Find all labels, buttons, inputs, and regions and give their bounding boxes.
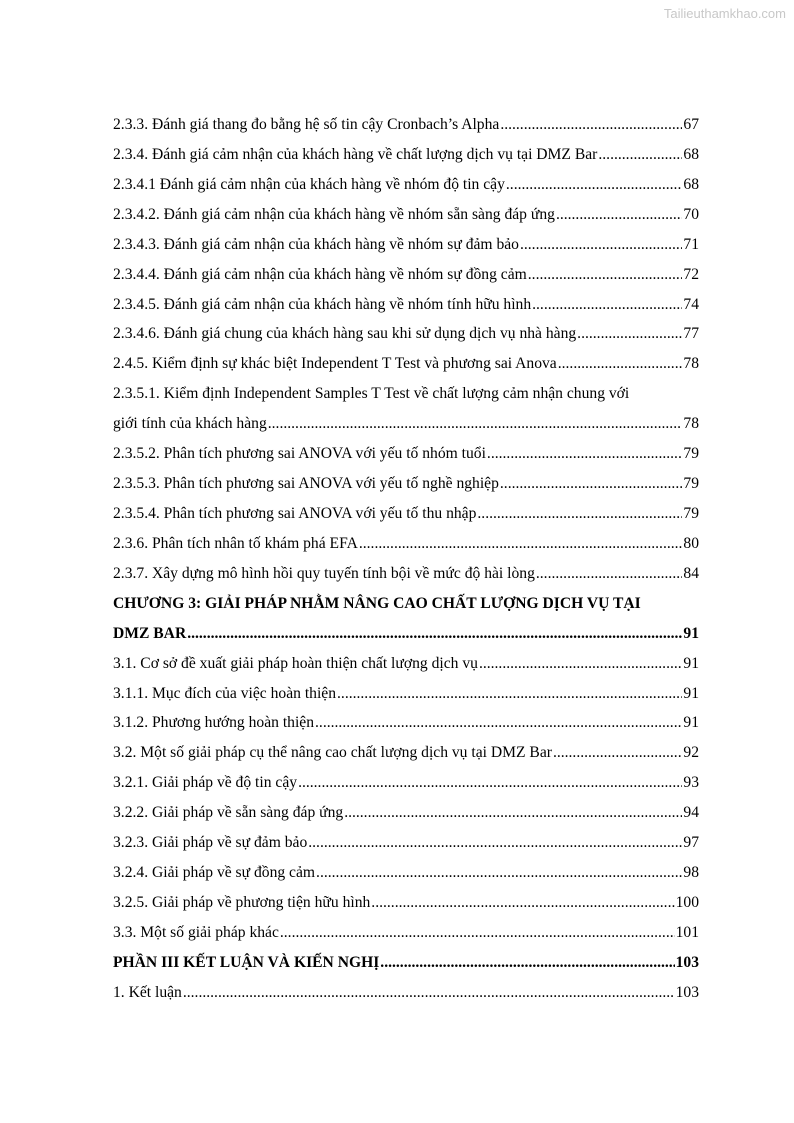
toc-entry-title: 2.3.5.2. Phân tích phương sai ANOVA với yếu tố nhóm tuổi [113,445,486,463]
toc-entry-title: DMZ BAR [113,624,187,642]
toc-page-number: 100 [675,893,699,911]
toc-entry-title: 3.1.2. Phương hướng hoàn thiện [113,714,315,732]
dot-leader [371,888,674,918]
toc-page-number: 67 [683,116,699,133]
toc-entry-title: 1. Kết luận [113,983,182,1001]
toc-page-number: 77 [683,325,699,343]
toc-entry-title: 2.3.4.3. Đánh giá cảm nhận của khách hàng về nhóm sự đảm bảo [113,235,519,253]
dot-leader [577,319,682,349]
toc-page-number: 103 [675,953,699,971]
toc-page-number: 91 [683,624,699,642]
toc-page-number: 79 [683,445,699,463]
dot-leader [500,469,683,499]
toc-entry[interactable] [113,230,699,260]
toc-page-number: 74 [683,295,699,313]
toc-entry[interactable] [113,559,699,589]
toc-page-number: 68 [683,175,699,193]
toc-entry[interactable] [113,828,699,858]
toc-entry[interactable] [113,888,699,918]
toc-entry[interactable] [113,858,699,888]
toc-entry-title: 3.2.3. Giải pháp về sự đảm bảo [113,834,308,852]
dot-leader [520,230,682,260]
dot-leader [380,948,674,978]
toc-page-number: 97 [683,834,699,852]
dot-leader [479,649,682,679]
dot-leader [477,499,682,529]
dot-leader [532,290,682,320]
toc-entry-title: 2.3.5.3. Phân tích phương sai ANOVA với yếu tố nghề nghiệp [113,475,499,493]
toc-page-number: 98 [683,864,699,882]
toc-page-number: 91 [683,684,699,702]
dot-leader [344,798,682,828]
table-of-contents [113,110,699,1008]
toc-entry[interactable] [113,200,699,230]
toc-entry-title: 2.3.4.5. Đánh giá cảm nhận của khách hàng về nhóm tính hữu hình [113,295,532,313]
toc-page-number: 78 [683,355,699,373]
toc-entry[interactable] [113,140,699,170]
toc-entry[interactable] [113,619,699,649]
toc-entry[interactable] [113,290,699,320]
toc-entry[interactable] [113,529,699,559]
toc-page-number: 78 [683,415,699,433]
toc-entry-title: 3.2.1. Giải pháp về độ tin cậy [113,774,298,792]
dot-leader [187,619,682,649]
toc-entry-title: 2.3.4.6. Đánh giá chung của khách hàng sau khi sử dụng dịch vụ nhà hàng [113,325,577,343]
dot-leader [308,828,682,858]
dot-leader [553,738,682,768]
watermark: Tailieuthamkhao.com [663,6,786,21]
toc-page-number: 68 [683,145,699,163]
toc-entry[interactable] [113,349,699,379]
toc-entry-title: 3.3. Một số giải pháp khác [113,923,279,941]
dot-leader [556,200,682,230]
dot-leader [506,170,683,200]
toc-entry-title: 2.3.7. Xây dựng mô hình hồi quy tuyến tính bội về mức độ hài lòng [113,564,535,582]
toc-entry[interactable] [113,708,699,738]
dot-leader [183,978,675,1008]
toc-entry[interactable] [113,469,699,499]
dot-leader [315,708,682,738]
toc-entry[interactable] [113,738,699,768]
toc-entry-title: giới tính của khách hàng [113,415,267,433]
dot-leader [598,140,682,170]
toc-entry[interactable] [113,948,699,978]
toc-entry[interactable] [113,978,699,1008]
toc-entry-first-line[interactable]: CHƯƠNG 3: GIẢI PHÁP NHẰM NÂNG CAO CHẤT LƯỢNG DỊCH VỤ TẠI [113,594,641,612]
dot-leader [359,529,683,559]
toc-entry[interactable] [113,679,699,709]
toc-entry-title: 3.2.5. Giải pháp về phương tiện hữu hình [113,893,371,911]
toc-entry-title: 2.3.6. Phân tích nhân tố khám phá EFA [113,534,358,552]
toc-entry[interactable] [113,110,699,140]
toc-entry-title: 2.3.4.4. Đánh giá cảm nhận của khách hàng về nhóm sự đồng cảm [113,265,527,283]
toc-page-number: 91 [683,714,699,732]
dot-leader [536,559,683,589]
dot-leader [280,918,675,948]
toc-entry[interactable] [113,439,699,469]
toc-page-number: 93 [683,774,699,792]
toc-page-number: 72 [683,265,699,283]
toc-page-number: 103 [675,983,699,1001]
toc-page-number: 79 [683,475,699,493]
toc-page-number: 84 [683,564,699,582]
dot-leader [316,858,682,888]
toc-page-number: 101 [675,923,699,941]
dot-leader [500,110,682,140]
toc-entry-title: PHẦN III KẾT LUẬN VÀ KIẾN NGHỊ [113,953,380,971]
toc-entry-title: 3.1. Cơ sở đề xuất giải pháp hoàn thiện chất lượng dịch vụ [113,654,478,672]
dot-leader [268,409,683,439]
toc-entry-title: 2.3.4.1 Đánh giá cảm nhận của khách hàng về nhóm độ tin cậy [113,175,505,193]
toc-entry-title: 2.3.5.4. Phân tích phương sai ANOVA với yếu tố thu nhập [113,504,477,522]
toc-page-number: 92 [683,744,699,762]
toc-entry[interactable] [113,768,699,798]
toc-entry[interactable] [113,409,699,439]
toc-page-number: 71 [683,235,699,253]
toc-entry[interactable] [113,499,699,529]
toc-entry-title: 3.1.1. Mục đích của việc hoàn thiện [113,684,337,702]
toc-entry[interactable] [113,319,699,349]
toc-entry-title: 2.4.5. Kiểm định sự khác biệt Independent T Test và phương sai Anova [113,355,557,373]
toc-entry[interactable] [113,798,699,828]
toc-page-number: 94 [683,804,699,822]
toc-entry-title: 3.2.4. Giải pháp về sự đồng cảm [113,864,316,882]
toc-entry-title: 2.3.3. Đánh giá thang đo bằng hệ số tin cậy Cronbach’s Alpha [113,116,500,133]
toc-page-number: 91 [683,654,699,672]
dot-leader [528,260,683,290]
dot-leader [298,768,682,798]
toc-entry[interactable] [113,170,699,200]
toc-entry[interactable] [113,649,699,679]
toc-page-number: 80 [683,534,699,552]
toc-entry[interactable] [113,918,699,948]
toc-entry-title: 2.3.4.2. Đánh giá cảm nhận của khách hàng về nhóm sẵn sàng đáp ứng [113,205,555,223]
toc-entry-title: 3.2. Một số giải pháp cụ thể nâng cao chất lượng dịch vụ tại DMZ Bar [113,744,552,762]
toc-entry[interactable] [113,260,699,290]
toc-entry-title: 3.2.2. Giải pháp về sẵn sàng đáp ứng [113,804,344,822]
toc-entry-title: 2.3.4. Đánh giá cảm nhận của khách hàng về chất lượng dịch vụ tại DMZ Bar [113,145,598,163]
dot-leader [337,679,682,709]
toc-entry-first-line[interactable]: 2.3.5.1. Kiểm định Independent Samples T Test về chất lượng cảm nhận chung với [113,385,630,403]
dot-leader [487,439,682,469]
dot-leader [558,349,683,379]
toc-page-number: 70 [683,205,699,223]
toc-page-number: 79 [683,504,699,522]
